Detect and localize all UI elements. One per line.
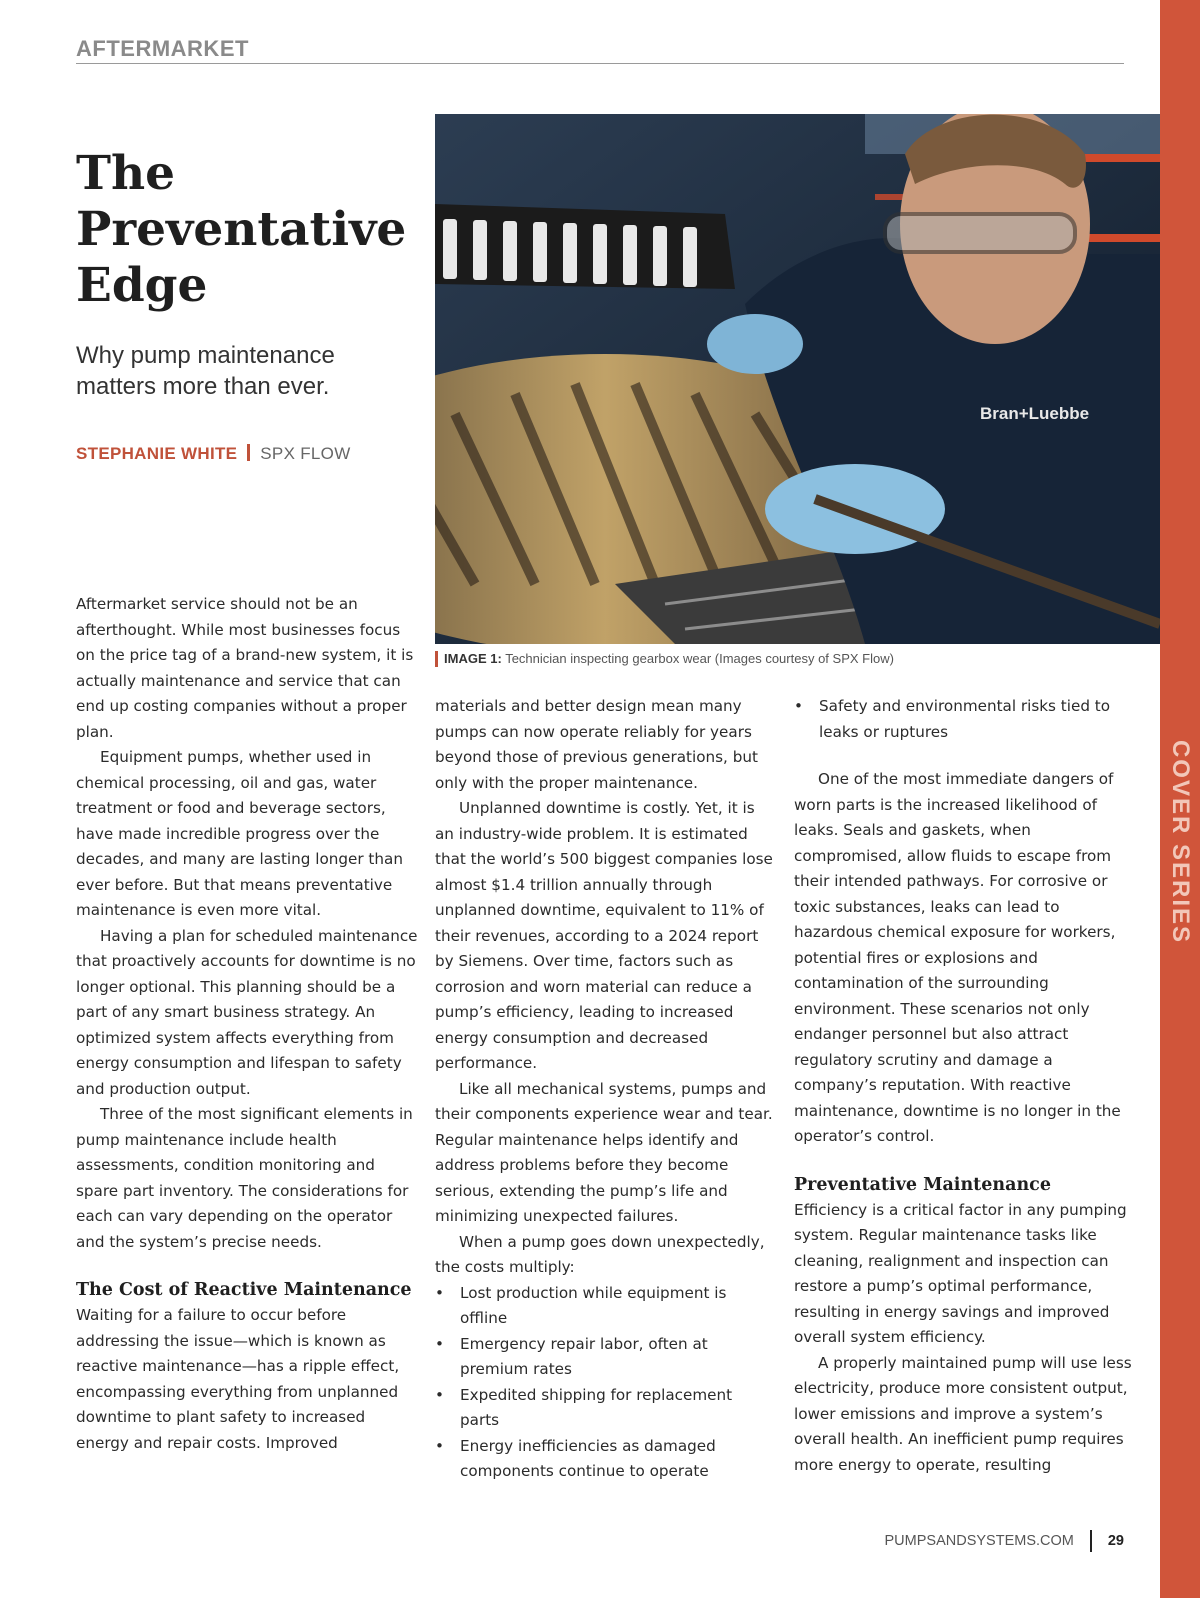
spacer — [794, 1150, 1134, 1172]
footer-divider — [1090, 1530, 1092, 1552]
caption-text: Technician inspecting gearbox wear (Images courtesy of SPX Flow) — [505, 651, 894, 666]
paragraph: Efficiency is a critical factor in any pumping system. Regular maintenance tasks like cleaning, realignment and inspection can restore a pump’s optimal performance, resulting in energy savings and improved overall system efficiency. — [794, 1200, 1127, 1346]
cost-bullet-list-continued — [794, 694, 1134, 745]
author-name: STEPHANIE WHITE — [76, 444, 238, 463]
paragraph: One of the most immediate dangers of worn parts is the increased likelihood of leaks. Seals and gaskets, when compromised, allow fluids to escape from their intended pathways. For corrosive or toxic substances, leaks can lead to hazardous chemical exposure for workers, potential fires or explosions and contamination of the surrounding environment. These scenarios not only endanger personnel but also attract regulatory scrutiny and damage a company’s reputation. With reactive maintenance, downtime is no longer in the operator’s control. — [794, 770, 1121, 1145]
list-item: • Safety and environmental risks tied to leaks or ruptures — [794, 694, 1134, 745]
list-item: • Lost production while equipment is offline — [435, 1281, 775, 1332]
list-item: • Energy inefficiencies as damaged components continue to operate — [435, 1434, 775, 1485]
section-heading: The Cost of Reactive Maintenance — [76, 1280, 412, 1300]
cost-bullet-list — [435, 1281, 775, 1485]
caption-label: IMAGE 1: — [444, 651, 502, 666]
shirt-logo: Bran+Luebbe — [980, 404, 1090, 423]
page-number: 29 — [1107, 1533, 1124, 1549]
image-caption — [435, 651, 894, 667]
paragraph: A properly maintained pump will use less electricity, produce more consistent output, lower emissions and improve a system’s overall health. An inefficient pump requires more energy to operate, resulting — [794, 1353, 1132, 1474]
list-item: • Expedited shipping for replacement parts — [435, 1383, 775, 1434]
author-company: SPX FLOW — [260, 444, 351, 463]
paragraph: Three of the most significant elements in pump maintenance include health assessments, condition monitoring and spare part inventory. The considerations for each can vary depending on the operator and the system’s precise needs. — [76, 1105, 413, 1251]
paragraph: Aftermarket service should not be an afterthought. While most businesses focus on the price tag of a brand-new system, it is actually maintenance and service that can end up costing companies without a proper plan. — [76, 595, 414, 741]
byline — [76, 444, 351, 464]
spacer — [794, 745, 1134, 767]
list-item: • Emergency repair labor, often at premium rates — [435, 1332, 775, 1383]
paragraph: Equipment pumps, whether used in chemical processing, oil and gas, water treatment or food and beverage sectors, have made incredible progress over the decades, and many are lasting longer than ever before. But that means preventative maintenance is even more vital. — [76, 748, 403, 919]
paragraph: Like all mechanical systems, pumps and their components experience wear and tear. Regular maintenance helps identify and address problems before they become serious, extending the pump’s life and minimizing unexpected failures. — [435, 1079, 773, 1225]
section-heading: Preventative Maintenance — [794, 1174, 1051, 1195]
technician-photo — [435, 114, 1160, 644]
article-column-1 — [76, 592, 418, 1456]
spacer — [76, 1255, 418, 1277]
page-footer — [885, 1530, 1124, 1552]
article-column-2 — [435, 694, 775, 1485]
byline-divider — [247, 444, 250, 461]
technician-photo-illustration — [435, 114, 1160, 644]
header-rule — [76, 63, 1124, 64]
paragraph: materials and better design mean many pumps can now operate reliably for years beyond those of previous generations, but only with the proper maintenance. — [435, 697, 758, 792]
article-subtitle: Why pump maintenance matters more than ever. — [76, 342, 335, 400]
paragraph: Waiting for a failure to occur before addressing the issue—which is known as reactive maintenance—has a ripple effect, encompassing everything from unplanned downtime to plant safety to increased energy and repair costs. Improved — [76, 1306, 400, 1452]
paragraph: Having a plan for scheduled maintenance that proactively accounts for downtime is no longer optional. This planning should be a part of any smart business strategy. An optimized system affects everything from energy consumption and lifespan to safety and production output. — [76, 926, 418, 1098]
sidebar-label: COVER SERIES — [1167, 739, 1194, 945]
article-title: The Preventative Edge — [76, 146, 407, 313]
footer-site: PUMPSANDSYSTEMS.COM — [884, 1533, 1074, 1549]
section-label: AFTERMARKET — [76, 36, 249, 61]
paragraph: When a pump goes down unexpectedly, the costs multiply: — [435, 1232, 765, 1276]
article-column-3 — [794, 694, 1134, 1478]
paragraph: Unplanned downtime is costly. Yet, it is an industry-wide problem. It is estimated that the world’s 500 biggest companies lose almost $1.4 trillion annually through unplanned downtime, equivalent to 11% of their revenues, according to a 2024 report by Siemens. Over time, factors such as corrosion and worn material can reduce a pump’s efficiency, leading to increased energy consumption and decreased performance. — [435, 799, 773, 1072]
